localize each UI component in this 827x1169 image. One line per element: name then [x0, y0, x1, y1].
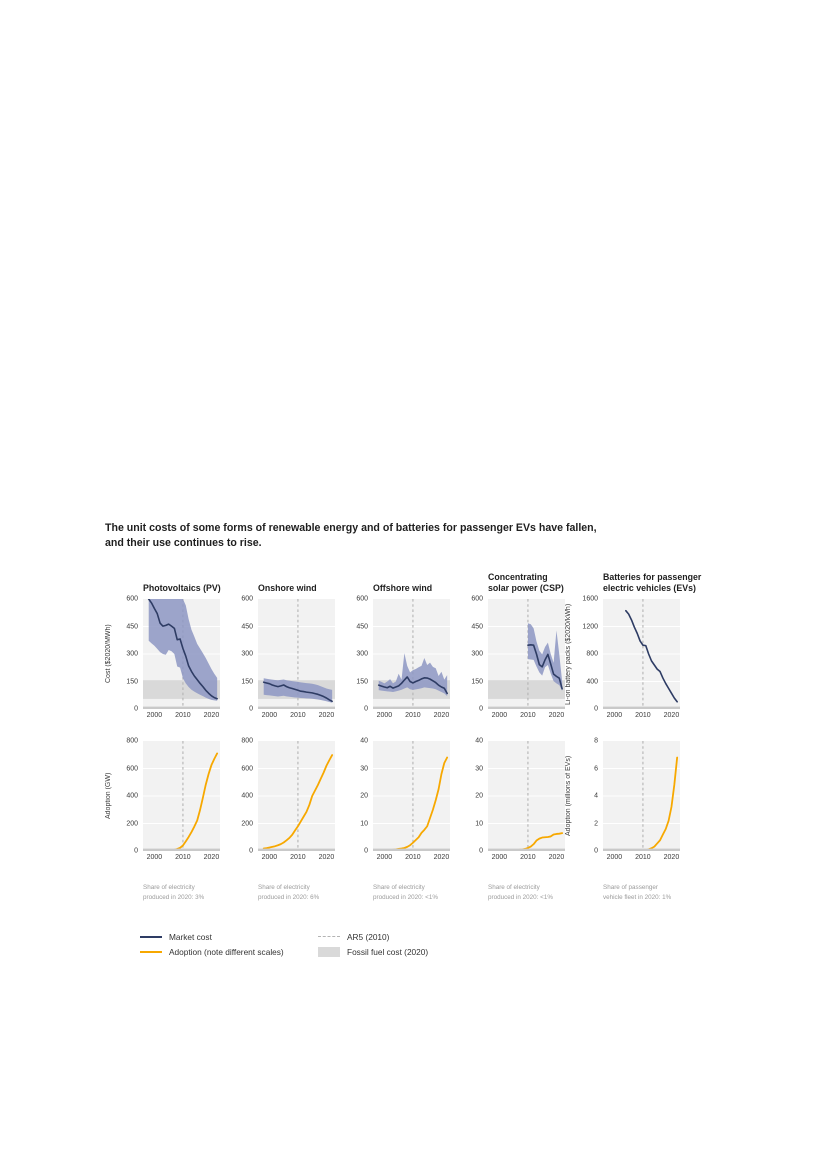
- y-tick-label: 400: [241, 792, 253, 800]
- y-tick-label: 600: [241, 595, 253, 603]
- y-axis-ticks: [119, 737, 143, 855]
- y-tick-label: 200: [126, 820, 138, 827]
- x-tick-label: 2000: [146, 854, 163, 861]
- y-tick-label: 20: [360, 792, 368, 800]
- legend-label: Adoption (note different scales): [169, 947, 284, 958]
- column-footnote: Share of electricity produced in 2020: <1%: [488, 884, 553, 901]
- y-tick-label: 4: [594, 792, 598, 800]
- column-onshore-wind: [220, 565, 335, 902]
- csp-adoption-chart: [488, 741, 565, 851]
- y-tick-label: 450: [241, 623, 253, 630]
- legend: [140, 929, 428, 960]
- pv-cost-chart: [143, 599, 220, 709]
- x-tick-label: 2010: [175, 712, 191, 719]
- chart-grid: [105, 565, 702, 902]
- x-axis-ticks: [258, 709, 335, 723]
- x-axis-ticks: [258, 851, 335, 865]
- x-tick-label: 2000: [491, 712, 508, 719]
- chart-svg: [488, 741, 565, 851]
- y-tick-label: 450: [356, 623, 368, 630]
- y-axis-ticks: [234, 737, 258, 855]
- pv-adoption-chart: [143, 741, 220, 851]
- chart-svg: [603, 741, 680, 851]
- y-tick-label: 0: [134, 847, 138, 855]
- legend-label: AR5 (2010): [347, 931, 390, 942]
- battery-cost-y-axis-label: Li-on battery packs ($2020/kWh): [565, 603, 572, 705]
- y-tick-label: 800: [586, 650, 598, 658]
- y-tick-label: 150: [126, 678, 138, 685]
- y-axis-ticks: [349, 595, 373, 713]
- legend-item-ar5: [318, 932, 428, 942]
- x-tick-label: 2010: [520, 712, 536, 719]
- y-tick-label: 6: [594, 765, 598, 772]
- y-tick-label: 0: [249, 847, 253, 855]
- y-tick-label: 10: [475, 820, 483, 827]
- x-tick-label: 2010: [635, 712, 651, 719]
- onshore-wind-cost-chart: [258, 599, 335, 709]
- ev-adoption-chart: [603, 741, 680, 851]
- figure-title: [105, 521, 715, 551]
- column-offshore-wind: [335, 565, 450, 902]
- x-tick-label: 2000: [376, 712, 393, 719]
- chart-svg: [373, 599, 450, 709]
- y-tick-label: 1600: [582, 595, 598, 603]
- y-axis-ticks: [579, 737, 603, 855]
- y-tick-label: 10: [360, 820, 368, 827]
- y-tick-label: 150: [356, 678, 368, 685]
- x-axis-ticks: [373, 851, 450, 865]
- y-tick-label: 0: [594, 847, 598, 855]
- y-tick-label: 600: [471, 595, 483, 603]
- y-tick-label: 600: [126, 595, 138, 603]
- x-tick-label: 2010: [405, 854, 421, 861]
- y-tick-label: 0: [364, 847, 368, 855]
- y-tick-label: 0: [134, 705, 138, 713]
- x-tick-label: 2020: [318, 712, 335, 719]
- adoption-y-axis-label: Adoption (GW): [105, 772, 112, 820]
- x-axis-ticks: [488, 851, 565, 865]
- ar5-dashed-line-swatch: [318, 936, 340, 937]
- legend-item-market-cost: [140, 932, 318, 942]
- csp-cost-chart: [488, 599, 565, 709]
- y-axis-ticks: [464, 737, 488, 855]
- column-header: Onshore wind: [258, 582, 317, 593]
- x-tick-label: 2010: [290, 712, 306, 719]
- chart-svg: [258, 741, 335, 851]
- y-tick-label: 600: [356, 595, 368, 603]
- x-tick-label: 2020: [663, 712, 680, 719]
- chart-svg: [488, 599, 565, 709]
- y-tick-label: 400: [126, 792, 138, 800]
- x-axis-ticks: [143, 851, 220, 865]
- x-tick-label: 2000: [606, 854, 623, 861]
- y-tick-label: 8: [594, 737, 598, 745]
- onshore-wind-adoption-chart: [258, 741, 335, 851]
- x-tick-label: 2000: [606, 712, 623, 719]
- y-tick-label: 0: [364, 705, 368, 713]
- y-tick-label: 450: [126, 623, 138, 630]
- x-tick-label: 2000: [146, 712, 163, 719]
- x-tick-label: 2000: [261, 712, 278, 719]
- x-tick-label: 2020: [203, 854, 220, 861]
- x-tick-label: 2010: [405, 712, 421, 719]
- column-photovoltaics: [105, 565, 220, 902]
- chart-svg: [603, 599, 680, 709]
- x-axis-ticks: [488, 709, 565, 723]
- x-tick-label: 2010: [520, 854, 536, 861]
- column-ev-batteries: [565, 565, 702, 902]
- y-tick-label: 40: [360, 737, 368, 745]
- chart-svg: [258, 599, 335, 709]
- adoption-line-swatch: [140, 951, 162, 953]
- y-tick-label: 300: [356, 650, 368, 658]
- x-tick-label: 2020: [318, 854, 335, 861]
- x-tick-label: 2020: [548, 712, 565, 719]
- x-axis-ticks: [603, 851, 680, 865]
- chart-svg: [143, 741, 220, 851]
- y-tick-label: 600: [126, 765, 138, 772]
- x-tick-label: 2020: [203, 712, 220, 719]
- column-footnote: Share of electricity produced in 2020: <1%: [373, 884, 438, 901]
- x-tick-label: 2010: [290, 854, 306, 861]
- x-tick-label: 2000: [491, 854, 508, 861]
- x-axis-ticks: [143, 709, 220, 723]
- y-tick-label: 600: [241, 765, 253, 772]
- fossil-fuel-band: [488, 680, 565, 699]
- figure-title-line2: and their use continues to rise.: [105, 537, 262, 549]
- y-tick-label: 1200: [582, 623, 598, 630]
- offshore-wind-adoption-chart: [373, 741, 450, 851]
- x-tick-label: 2020: [663, 854, 680, 861]
- y-tick-label: 800: [241, 737, 253, 745]
- y-tick-label: 300: [241, 650, 253, 658]
- y-tick-label: 30: [360, 765, 368, 772]
- y-tick-label: 800: [126, 737, 138, 745]
- legend-label: Fossil fuel cost (2020): [347, 947, 429, 958]
- x-tick-label: 2010: [175, 854, 191, 861]
- x-tick-label: 2010: [635, 854, 651, 861]
- y-tick-label: 200: [241, 820, 253, 827]
- y-tick-label: 2: [594, 820, 598, 827]
- offshore-wind-cost-chart: [373, 599, 450, 709]
- y-tick-label: 0: [479, 705, 483, 713]
- cost-y-axis-label: Cost ($2020/MWh): [105, 624, 112, 684]
- market-cost-line-swatch: [140, 936, 162, 938]
- x-tick-label: 2020: [433, 854, 450, 861]
- y-tick-label: 40: [475, 737, 483, 745]
- legend-item-fossil: [318, 947, 428, 957]
- y-tick-label: 450: [471, 623, 483, 630]
- x-tick-label: 2020: [548, 854, 565, 861]
- column-footnote: Share of electricity produced in 2020: 3%: [143, 884, 205, 901]
- y-tick-label: 400: [586, 678, 598, 685]
- x-axis-ticks: [603, 709, 680, 723]
- y-tick-label: 0: [249, 705, 253, 713]
- x-axis-ticks: [373, 709, 450, 723]
- y-axis-ticks: [579, 595, 603, 713]
- y-tick-label: 150: [471, 678, 483, 685]
- ev-adoption-y-axis-label: Adoption (millions of EVs): [565, 755, 572, 837]
- y-tick-label: 300: [471, 650, 483, 658]
- x-tick-label: 2000: [261, 854, 278, 861]
- y-tick-label: 0: [479, 847, 483, 855]
- y-tick-label: 0: [594, 705, 598, 713]
- column-footnote: Share of electricity produced in 2020: 6%: [258, 884, 320, 901]
- y-tick-label: 20: [475, 792, 483, 800]
- chart-svg: [143, 599, 220, 709]
- legend-label: Market cost: [169, 931, 212, 942]
- x-tick-label: 2000: [376, 854, 393, 861]
- y-axis-ticks: [464, 595, 488, 713]
- column-header: Offshore wind: [373, 582, 433, 593]
- chart-svg: [373, 741, 450, 851]
- fossil-fuel-cost-swatch: [318, 947, 340, 957]
- x-tick-label: 2020: [433, 712, 450, 719]
- battery-cost-chart: [603, 599, 680, 709]
- figure-title-line1: The unit costs of some forms of renewable energy and of batteries for passenger EVs have fallen,: [105, 522, 597, 534]
- column-header: Batteries for passenger electric vehicles (EVs): [603, 572, 702, 593]
- y-axis-ticks: [234, 595, 258, 713]
- y-tick-label: 150: [241, 678, 253, 685]
- column-csp: [450, 565, 565, 902]
- y-axis-ticks: [349, 737, 373, 855]
- column-header: Concentrating solar power (CSP): [488, 572, 564, 593]
- column-footnote: Share of passenger vehicle fleet in 2020: 1%: [603, 884, 672, 901]
- column-header: Photovoltaics (PV): [143, 582, 221, 593]
- y-tick-label: 30: [475, 765, 483, 772]
- y-tick-label: 300: [126, 650, 138, 658]
- legend-item-adoption: [140, 947, 318, 957]
- y-axis-ticks: [119, 595, 143, 713]
